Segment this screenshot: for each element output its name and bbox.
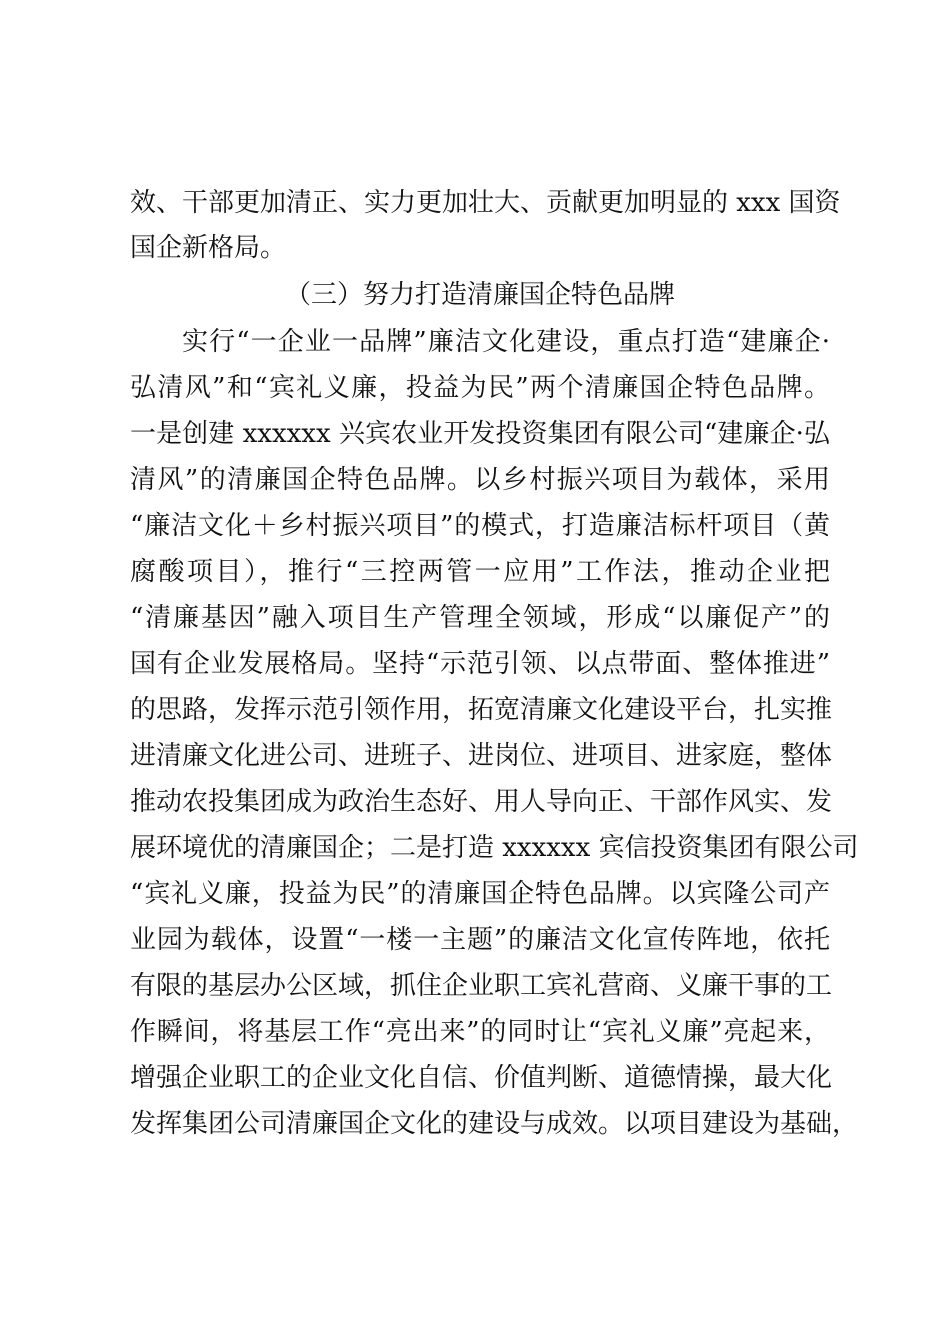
text-line: 效、干部更加清正、实力更加壮大、贡献更加明显的 xxx 国资 <box>130 188 841 218</box>
text-line: 推动农投集团成为政治生态好、用人导向正、干部作风实、发 <box>130 787 833 817</box>
text-line: 一是创建 xxxxxx 兴宾农业开发投资集团有限公司“建廉企·弘 <box>130 419 830 449</box>
text-line: 实行“一企业一品牌”廉洁文化建设，重点打造“建廉企· <box>182 327 830 357</box>
text-line: 业园为载体，设置“一楼一主题”的廉洁文化宣传阵地，依托 <box>130 925 830 955</box>
text-line: 的思路，发挥示范引领作用，拓宽清廉文化建设平台，扎实推 <box>130 695 833 725</box>
text-line: “清廉基因”融入项目生产管理全领域，形成“以廉促产”的 <box>130 603 830 633</box>
text-line: 清风”的清廉国企特色品牌。以乡村振兴项目为载体，采用 <box>130 465 830 495</box>
text-line: “廉洁文化＋乡村振兴项目”的模式，打造廉洁标杆项目（黄 <box>130 511 830 541</box>
text-line: 有限的基层办公区域，抓住企业职工宾礼营商、义廉干事的工 <box>130 971 833 1001</box>
section-heading: （三）努力打造清廉国企特色品牌 <box>284 280 675 310</box>
text-line: 发挥集团公司清廉国企文化的建设与成效。以项目建设为基础， <box>130 1109 859 1139</box>
text-line: “宾礼义廉，投益为民”的清廉国企特色品牌。以宾隆公司产 <box>130 879 830 909</box>
text-line: 作瞬间，将基层工作“亮出来”的同时让“宾礼义廉”亮起来， <box>130 1017 830 1047</box>
text-line: 腐酸项目），推行“三控两管一应用”工作法，推动企业把 <box>130 557 830 587</box>
text-line: 展环境优的清廉国企；二是打造 xxxxxx 宾信投资集团有限公司 <box>130 833 859 863</box>
text-line: 进清廉文化进公司、进班子、进岗位、进项目、进家庭，整体 <box>130 741 833 771</box>
text-line: 增强企业职工的企业文化自信、价值判断、道德情操，最大化 <box>130 1063 833 1093</box>
text-line: 弘清风”和“宾礼义廉，投益为民”两个清廉国企特色品牌。 <box>130 373 830 403</box>
text-line: 国有企业发展格局。坚持“示范引领、以点带面、整体推进” <box>130 649 830 679</box>
text-line: 国企新格局。 <box>130 233 287 263</box>
